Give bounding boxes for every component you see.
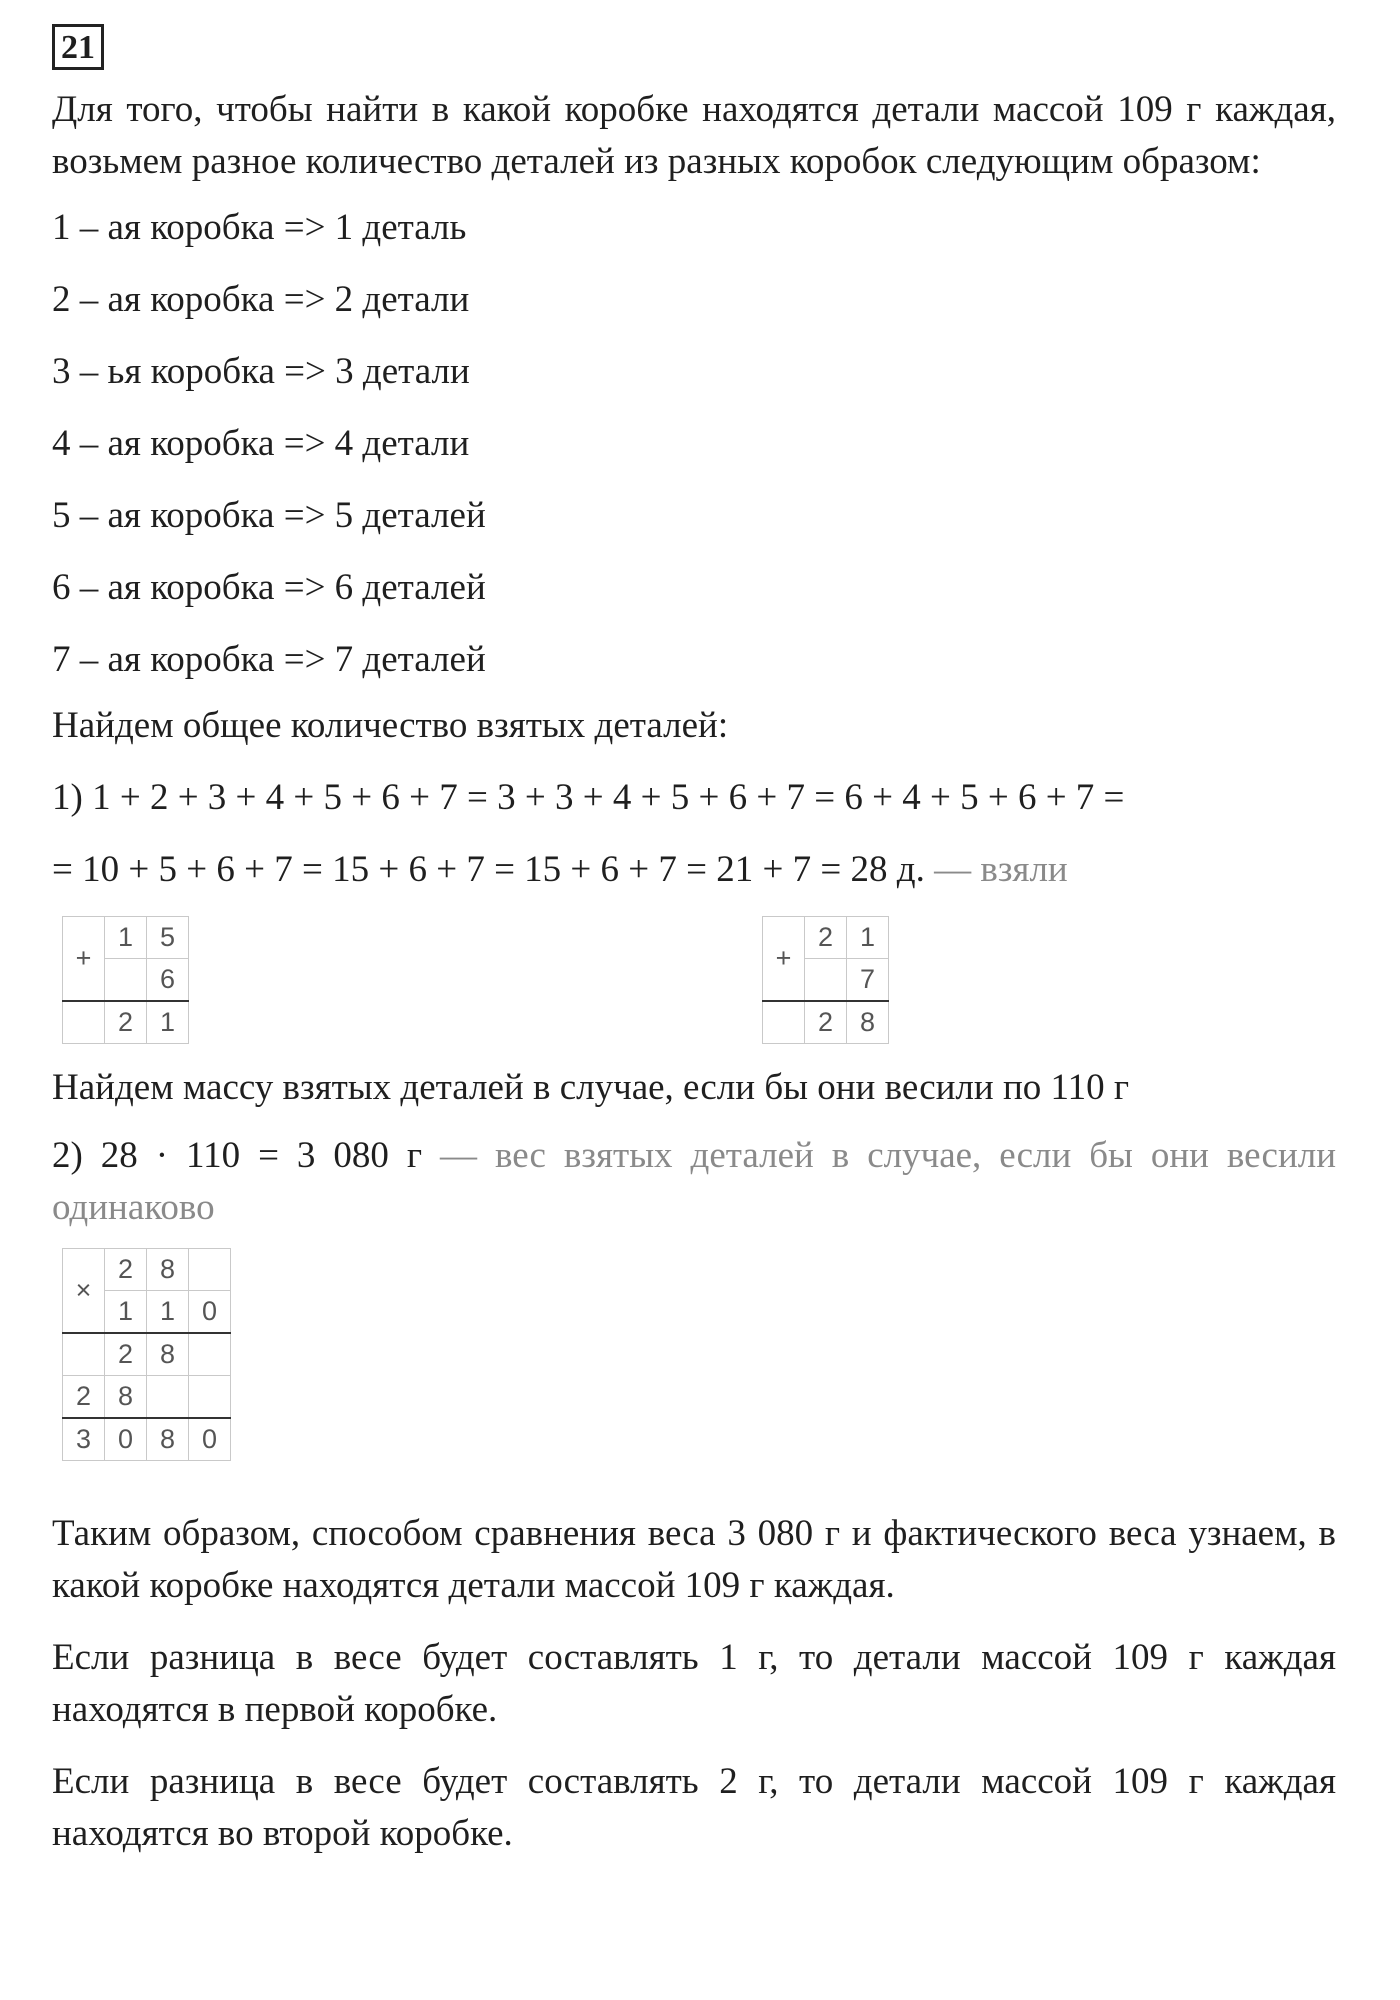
grid-cell: 7 <box>847 959 889 1002</box>
box-line: 5 – ая коробка => 5 деталей <box>52 495 486 536</box>
addition-grid-1 <box>62 916 189 1044</box>
grid-cell <box>189 1376 231 1419</box>
intro-paragraph: Для того, чтобы найти в какой коробке находятся детали массой 109 г каждая, возьмем разное количество деталей из разных коробок следующим образом: <box>52 89 1336 182</box>
plus-sign: + <box>763 917 805 1002</box>
grid-cell <box>63 1001 105 1044</box>
grid-cell: 1 <box>847 917 889 959</box>
grid-cell: 2 <box>805 917 847 959</box>
conclusion-paragraph: Таким образом, способом сравнения веса 3 080 г и фактического веса узнаем, в какой коробке находятся детали массой 109 г каждая. <box>52 1513 1336 1606</box>
box-line: 1 – ая коробка => 1 деталь <box>52 207 467 248</box>
grid-cell: 1 <box>105 1291 147 1334</box>
grid-cell: 2 <box>105 1001 147 1044</box>
solution-page <box>52 24 1336 1860</box>
grid-cell: 2 <box>805 1001 847 1044</box>
grid-cell: 1 <box>147 1001 189 1044</box>
plus-sign: + <box>63 917 105 1002</box>
grid-cell: 8 <box>147 1249 189 1291</box>
grid-cell: 0 <box>189 1291 231 1334</box>
task-number-badge <box>52 24 1336 70</box>
multiplication-grid <box>62 1248 231 1461</box>
box-line: 2 – ая коробка => 2 детали <box>52 279 470 320</box>
box-line: 7 – ая коробка => 7 деталей <box>52 639 486 680</box>
step2-paragraph <box>52 1130 1336 1234</box>
grid-cell <box>189 1249 231 1291</box>
times-sign: × <box>63 1249 105 1334</box>
multiplication-calc <box>52 1248 1336 1488</box>
grid-cell: 8 <box>147 1333 189 1376</box>
grid-cell: 0 <box>189 1418 231 1461</box>
grid-cell <box>147 1376 189 1419</box>
total-heading: Найдем общее количество взятых деталей: <box>52 705 729 746</box>
grid-cell <box>105 959 147 1002</box>
box-line: 6 – ая коробка => 6 деталей <box>52 567 486 608</box>
grid-cell <box>805 959 847 1002</box>
grid-cell: 1 <box>147 1291 189 1334</box>
mass-heading: Найдем массу взятых деталей в случае, если бы они весили по 110 г <box>52 1067 1130 1108</box>
grid-cell: 5 <box>147 917 189 959</box>
case1-paragraph: Если разница в весе будет составлять 1 г, то детали массой 109 г каждая находятся в первой коробке. <box>52 1637 1336 1730</box>
addition-calcs <box>52 916 1336 1056</box>
step1-line1: 1) 1 + 2 + 3 + 4 + 5 + 6 + 7 = 3 + 3 + 4 + 5 + 6 + 7 = 6 + 4 + 5 + 6 + 7 = <box>52 777 1125 818</box>
grid-cell: 8 <box>105 1376 147 1419</box>
box-line: 3 – ья коробка => 3 детали <box>52 351 470 392</box>
grid-cell <box>189 1333 231 1376</box>
step2-main: 2) 28 · 110 = 3 080 г <box>52 1135 423 1176</box>
grid-cell: 2 <box>105 1249 147 1291</box>
step2-note: — вес взятых деталей в случае, если бы они весили одинаково <box>52 1135 1337 1228</box>
grid-cell <box>63 1333 105 1376</box>
box-line: 4 – ая коробка => 4 детали <box>52 423 470 464</box>
grid-cell: 8 <box>847 1001 889 1044</box>
grid-cell: 2 <box>105 1333 147 1376</box>
step1-line2 <box>52 844 1336 896</box>
step1-result: = 10 + 5 + 6 + 7 = 15 + 6 + 7 = 15 + 6 + 7 = 21 + 7 = 28 д. <box>52 849 925 890</box>
task-number: 21 <box>52 24 104 70</box>
boxes-list <box>52 202 1336 686</box>
grid-cell: 8 <box>147 1418 189 1461</box>
step1-note: — взяли <box>934 849 1068 890</box>
case2-paragraph: Если разница в весе будет составлять 2 г, то детали массой 109 г каждая находятся во второй коробке. <box>52 1761 1336 1854</box>
grid-cell: 3 <box>63 1418 105 1461</box>
grid-cell <box>763 1001 805 1044</box>
grid-cell: 1 <box>105 917 147 959</box>
addition-grid-2 <box>762 916 889 1044</box>
grid-cell: 2 <box>63 1376 105 1419</box>
grid-cell: 6 <box>147 959 189 1002</box>
grid-cell: 0 <box>105 1418 147 1461</box>
